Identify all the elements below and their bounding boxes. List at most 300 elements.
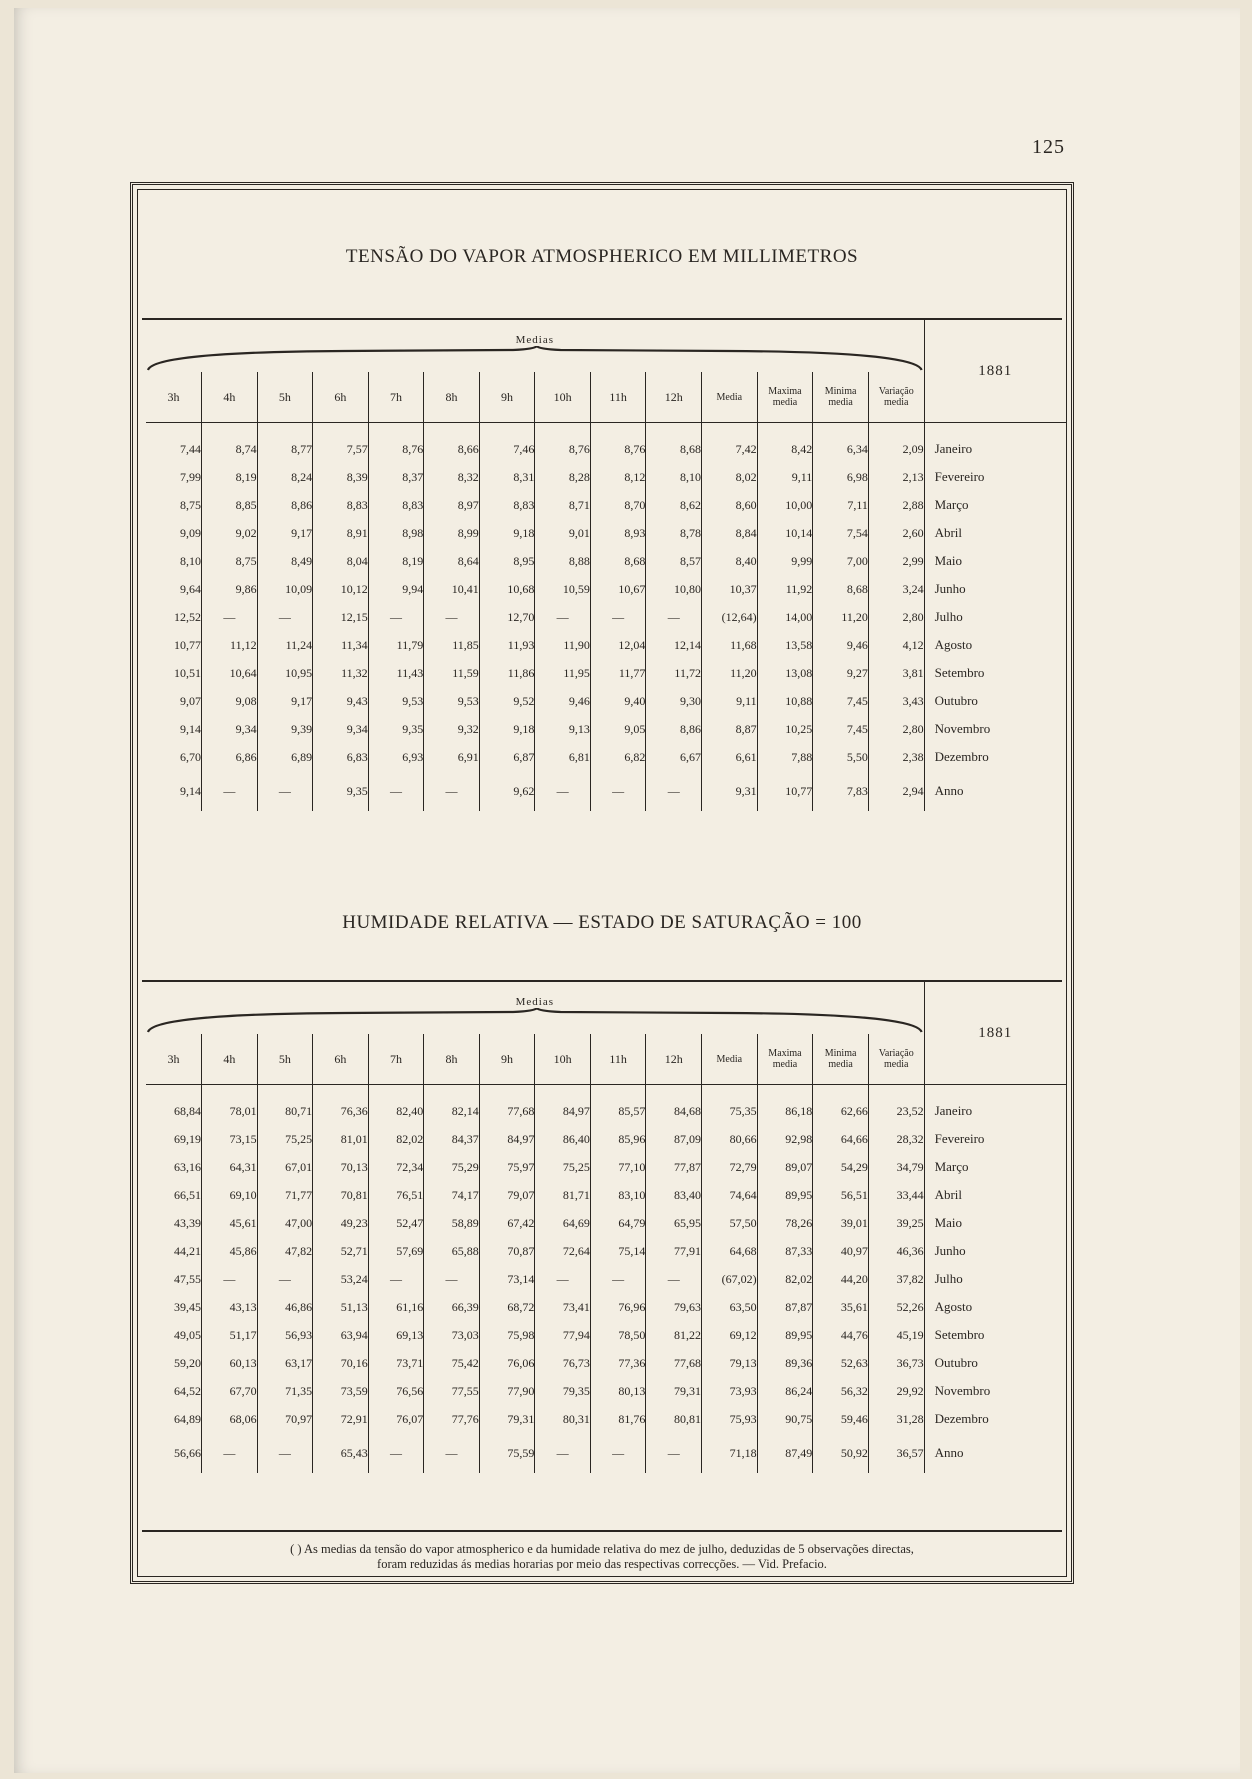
data-cell: 8,83: [368, 491, 424, 519]
data-cell: 7,00: [813, 547, 869, 575]
data-cell: —: [257, 603, 313, 631]
data-cell: 75,25: [257, 1125, 313, 1153]
data-cell: 10,64: [202, 659, 258, 687]
data-cell: 9,32: [424, 715, 480, 743]
data-cell: 79,35: [535, 1377, 591, 1405]
data-cell: 71,18: [701, 1433, 757, 1473]
data-cell: 10,41: [424, 575, 480, 603]
data-cell: 34,79: [868, 1153, 924, 1181]
data-cell: 51,17: [202, 1321, 258, 1349]
data-cell: 77,36: [590, 1349, 646, 1377]
gap-cell: [479, 1085, 535, 1098]
data-cell: 63,94: [313, 1321, 369, 1349]
data-cell: 6,87: [479, 743, 535, 771]
column-header: 8h: [424, 372, 480, 423]
gap-cell: [313, 1085, 369, 1098]
data-cell: 11,79: [368, 631, 424, 659]
data-cell: 47,00: [257, 1209, 313, 1237]
data-cell: 8,98: [368, 519, 424, 547]
month-label: Janeiro: [934, 1103, 973, 1118]
data-cell: 43,13: [202, 1293, 258, 1321]
data-cell: 12,15: [313, 603, 369, 631]
data-cell: 2,13: [868, 463, 924, 491]
data-cell: 77,90: [479, 1377, 535, 1405]
data-cell: 47,82: [257, 1237, 313, 1265]
month-label: Abril: [934, 525, 963, 540]
month-label: Janeiro: [934, 441, 973, 456]
table-row: [146, 547, 1066, 575]
data-cell: 10,12: [313, 575, 369, 603]
gap-cell: [535, 423, 591, 436]
header-gap-row: [146, 1085, 1066, 1098]
data-cell: 10,77: [757, 771, 813, 811]
data-cell: 11,68: [701, 631, 757, 659]
data-cell: 39,25: [868, 1209, 924, 1237]
month-label: Junho: [934, 1243, 966, 1258]
data-cell: 9,39: [257, 715, 313, 743]
data-cell: 12,70: [479, 603, 535, 631]
footnote-line-2: foram reduzidas ás medias horarias por meio das respectivas correcções. — Vid. Prefacio.: [377, 1557, 827, 1571]
data-cell: 62,66: [813, 1097, 869, 1125]
data-cell: 11,20: [813, 603, 869, 631]
data-cell: 37,82: [868, 1265, 924, 1293]
gap-cell: [424, 423, 480, 436]
data-cell: 64,31: [202, 1153, 258, 1181]
month-label: Outubro: [934, 1355, 978, 1370]
data-cell: 68,72: [479, 1293, 535, 1321]
data-cell: 83,40: [646, 1181, 702, 1209]
data-cell: 77,91: [646, 1237, 702, 1265]
column-header: Variação media: [868, 372, 924, 423]
table-row: [146, 519, 1066, 547]
data-cell: 5,50: [813, 743, 869, 771]
data-cell: 11,43: [368, 659, 424, 687]
data-cell: 8,19: [368, 547, 424, 575]
data-cell: 70,13: [313, 1153, 369, 1181]
gap-cell: [202, 1085, 258, 1098]
data-cell: 87,49: [757, 1433, 813, 1473]
data-cell: 9,18: [479, 715, 535, 743]
data-cell: 68,06: [202, 1405, 258, 1433]
data-cell: 52,47: [368, 1209, 424, 1237]
data-cell: 11,24: [257, 631, 313, 659]
data-cell: 6,70: [146, 743, 202, 771]
data-cell: 82,40: [368, 1097, 424, 1125]
data-cell: —: [424, 771, 480, 811]
data-cell: 77,68: [646, 1349, 702, 1377]
data-cell: 8,32: [424, 463, 480, 491]
gap-cell: [202, 423, 258, 436]
brace-path: [148, 346, 922, 370]
data-cell: —: [424, 603, 480, 631]
data-cell: 90,75: [757, 1405, 813, 1433]
data-cell: 9,35: [368, 715, 424, 743]
data-cell: 8,49: [257, 547, 313, 575]
month-label: Maio: [934, 553, 963, 568]
gap-cell: [590, 1085, 646, 1098]
data-cell: 7,45: [813, 715, 869, 743]
data-cell: 6,91: [424, 743, 480, 771]
data-cell: 54,29: [813, 1153, 869, 1181]
data-cell: 6,81: [535, 743, 591, 771]
data-cell: 77,76: [424, 1405, 480, 1433]
data-cell: 66,39: [424, 1293, 480, 1321]
data-cell: —: [646, 1265, 702, 1293]
data-cell: 7,99: [146, 463, 202, 491]
data-cell: 3,43: [868, 687, 924, 715]
data-cell: 78,50: [590, 1321, 646, 1349]
data-cell: 8,62: [646, 491, 702, 519]
data-cell: 8,93: [590, 519, 646, 547]
table-row: [146, 463, 1066, 491]
data-cell: 39,45: [146, 1293, 202, 1321]
footnote-rule: [142, 1530, 1062, 1532]
data-cell: 9,53: [368, 687, 424, 715]
data-cell: 63,50: [701, 1293, 757, 1321]
data-cell: 65,88: [424, 1237, 480, 1265]
footnote: [146, 1542, 1058, 1572]
data-cell: 9,14: [146, 715, 202, 743]
data-cell: 75,14: [590, 1237, 646, 1265]
data-cell: 3,81: [868, 659, 924, 687]
data-cell: —: [535, 1433, 591, 1473]
gap-cell: [646, 1085, 702, 1098]
data-cell: 8,02: [701, 463, 757, 491]
data-cell: 73,41: [535, 1293, 591, 1321]
data-cell: —: [646, 603, 702, 631]
data-cell: 11,32: [313, 659, 369, 687]
data-cell: 13,08: [757, 659, 813, 687]
data-cell: 64,79: [590, 1209, 646, 1237]
data-cell: 8,42: [757, 435, 813, 463]
data-cell: 9,08: [202, 687, 258, 715]
data-cell: 87,87: [757, 1293, 813, 1321]
data-cell: 8,77: [257, 435, 313, 463]
data-cell: 73,14: [479, 1265, 535, 1293]
data-cell: 9,46: [535, 687, 591, 715]
table-row: [146, 1433, 1066, 1473]
data-cell: 8,83: [313, 491, 369, 519]
data-cell: 6,93: [368, 743, 424, 771]
data-cell: 11,86: [479, 659, 535, 687]
data-cell: 44,20: [813, 1265, 869, 1293]
data-cell: 72,34: [368, 1153, 424, 1181]
table-frame-inner: [137, 189, 1067, 1577]
data-cell: 9,62: [479, 771, 535, 811]
data-cell: 7,83: [813, 771, 869, 811]
table-row: [146, 1293, 1066, 1321]
gap-cell: [701, 423, 757, 436]
data-cell: 9,35: [313, 771, 369, 811]
data-cell: —: [590, 771, 646, 811]
data-cell: 86,24: [757, 1377, 813, 1405]
data-cell: 92,98: [757, 1125, 813, 1153]
data-cell: 10,88: [757, 687, 813, 715]
data-cell: 81,01: [313, 1125, 369, 1153]
table-row: [146, 659, 1066, 687]
data-cell: 9,52: [479, 687, 535, 715]
data-cell: 78,01: [202, 1097, 258, 1125]
data-cell: 31,28: [868, 1405, 924, 1433]
month-label: Fevereiro: [934, 469, 985, 484]
data-cell: 7,57: [313, 435, 369, 463]
data-cell: 77,55: [424, 1377, 480, 1405]
data-cell: 12,52: [146, 603, 202, 631]
data-cell: 59,46: [813, 1405, 869, 1433]
data-cell: 11,90: [535, 631, 591, 659]
data-cell: 84,68: [646, 1097, 702, 1125]
month-label: Fevereiro: [934, 1131, 985, 1146]
data-cell: 76,36: [313, 1097, 369, 1125]
data-cell: 81,71: [535, 1181, 591, 1209]
data-cell: 36,73: [868, 1349, 924, 1377]
column-header: 10h: [535, 1034, 591, 1085]
table-row: [146, 1125, 1066, 1153]
table-row: [146, 491, 1066, 519]
data-cell: 56,32: [813, 1377, 869, 1405]
data-cell: 8,84: [701, 519, 757, 547]
gap-cell: [146, 1085, 202, 1098]
data-cell: 70,16: [313, 1349, 369, 1377]
data-cell: 8,76: [368, 435, 424, 463]
data-cell: 73,71: [368, 1349, 424, 1377]
data-cell: 2,94: [868, 771, 924, 811]
data-cell: 66,51: [146, 1181, 202, 1209]
data-cell: 74,17: [424, 1181, 480, 1209]
data-cell: 64,66: [813, 1125, 869, 1153]
data-cell: 67,42: [479, 1209, 535, 1237]
data-cell: 45,19: [868, 1321, 924, 1349]
column-header: 10h: [535, 372, 591, 423]
data-cell: —: [202, 771, 258, 811]
gap-cell: [368, 1085, 424, 1098]
data-cell: 75,93: [701, 1405, 757, 1433]
month-label: Março: [934, 497, 969, 512]
data-cell: 70,81: [313, 1181, 369, 1209]
data-cell: 52,71: [313, 1237, 369, 1265]
data-cell: 57,50: [701, 1209, 757, 1237]
data-cell: 43,39: [146, 1209, 202, 1237]
data-cell: 8,76: [535, 435, 591, 463]
data-cell: 7,11: [813, 491, 869, 519]
data-cell: 74,64: [701, 1181, 757, 1209]
data-cell: 10,09: [257, 575, 313, 603]
data-cell: —: [590, 1265, 646, 1293]
data-cell: —: [590, 1433, 646, 1473]
data-cell: 56,66: [146, 1433, 202, 1473]
data-cell: 9,99: [757, 547, 813, 575]
data-cell: 9,86: [202, 575, 258, 603]
data-cell: 9,07: [146, 687, 202, 715]
data-cell: 6,34: [813, 435, 869, 463]
table-row: [146, 687, 1066, 715]
data-cell: 11,59: [424, 659, 480, 687]
data-cell: 76,73: [535, 1349, 591, 1377]
month-label: Anno: [934, 1445, 964, 1460]
data-cell: 59,20: [146, 1349, 202, 1377]
data-cell: —: [257, 1433, 313, 1473]
data-cell: —: [202, 1265, 258, 1293]
data-cell: (12,64): [701, 603, 757, 631]
header-gap-row: [146, 423, 1066, 436]
data-cell: 7,88: [757, 743, 813, 771]
data-cell: —: [368, 1265, 424, 1293]
data-cell: 82,02: [757, 1265, 813, 1293]
column-header: Minima media: [813, 1034, 869, 1085]
data-cell: 7,46: [479, 435, 535, 463]
data-cell: 8,76: [590, 435, 646, 463]
data-cell: —: [424, 1433, 480, 1473]
data-cell: 46,36: [868, 1237, 924, 1265]
gap-cell: [868, 423, 924, 436]
data-cell: —: [202, 1433, 258, 1473]
data-cell: 84,37: [424, 1125, 480, 1153]
data-cell: 10,67: [590, 575, 646, 603]
data-cell: 8,91: [313, 519, 369, 547]
data-cell: 6,86: [202, 743, 258, 771]
data-cell: 23,52: [868, 1097, 924, 1125]
gap-cell: [757, 423, 813, 436]
column-header: Minima media: [813, 372, 869, 423]
data-cell: 9,40: [590, 687, 646, 715]
data-cell: 8,97: [424, 491, 480, 519]
month-label: Setembro: [934, 665, 985, 680]
table-row: [146, 1153, 1066, 1181]
data-cell: 8,04: [313, 547, 369, 575]
data-cell: 7,54: [813, 519, 869, 547]
data-cell: 8,39: [313, 463, 369, 491]
column-header: 7h: [368, 372, 424, 423]
data-cell: 60,13: [202, 1349, 258, 1377]
gap-cell: [257, 1085, 313, 1098]
data-cell: 9,46: [813, 631, 869, 659]
data-cell: —: [257, 771, 313, 811]
gap-cell: [924, 423, 1066, 436]
data-cell: 64,69: [535, 1209, 591, 1237]
data-cell: 77,10: [590, 1153, 646, 1181]
month-label: Dezembro: [934, 749, 989, 764]
data-cell: 69,10: [202, 1181, 258, 1209]
table-row: [146, 1321, 1066, 1349]
data-cell: 2,38: [868, 743, 924, 771]
data-cell: 8,10: [146, 547, 202, 575]
data-cell: 84,97: [479, 1125, 535, 1153]
month-label: Novembro: [934, 1383, 991, 1398]
page-number: 125: [1032, 136, 1065, 158]
data-cell: 9,01: [535, 519, 591, 547]
gap-cell: [590, 423, 646, 436]
data-cell: —: [202, 603, 258, 631]
data-cell: 9,09: [146, 519, 202, 547]
data-cell: 44,21: [146, 1237, 202, 1265]
data-cell: 8,31: [479, 463, 535, 491]
data-cell: 9,43: [313, 687, 369, 715]
data-cell: 8,87: [701, 715, 757, 743]
data-cell: 9,11: [701, 687, 757, 715]
data-cell: 64,89: [146, 1405, 202, 1433]
data-cell: 71,77: [257, 1181, 313, 1209]
data-cell: 6,67: [646, 743, 702, 771]
data-cell: 78,26: [757, 1209, 813, 1237]
data-cell: 80,31: [535, 1405, 591, 1433]
data-cell: 6,82: [590, 743, 646, 771]
data-cell: 72,91: [313, 1405, 369, 1433]
data-cell: 57,69: [368, 1237, 424, 1265]
month-label: Maio: [934, 1215, 963, 1230]
data-cell: 77,87: [646, 1153, 702, 1181]
column-header: 7h: [368, 1034, 424, 1085]
column-header: Media: [701, 1034, 757, 1085]
footnote-line-1: ( ) As medias da tensão do vapor atmospherico e da humidade relativa do mez de julho, deduzidas de 5 observações directas,: [290, 1542, 914, 1556]
table-row: [146, 1181, 1066, 1209]
data-cell: 3,24: [868, 575, 924, 603]
data-cell: 73,59: [313, 1377, 369, 1405]
data-cell: 75,42: [424, 1349, 480, 1377]
brace-graphic: [146, 346, 924, 372]
data-cell: 81,22: [646, 1321, 702, 1349]
column-header: Media: [701, 372, 757, 423]
data-cell: 8,57: [646, 547, 702, 575]
data-cell: 76,56: [368, 1377, 424, 1405]
data-cell: 9,13: [535, 715, 591, 743]
data-cell: 80,13: [590, 1377, 646, 1405]
data-cell: 85,96: [590, 1125, 646, 1153]
data-cell: 75,29: [424, 1153, 480, 1181]
data-cell: 10,68: [479, 575, 535, 603]
data-cell: 47,55: [146, 1265, 202, 1293]
medias-label: Medias: [515, 996, 554, 1008]
data-cell: —: [535, 771, 591, 811]
table-row: [146, 1097, 1066, 1125]
data-cell: 63,17: [257, 1349, 313, 1377]
brace-graphic: [146, 1008, 924, 1034]
data-cell: 14,00: [757, 603, 813, 631]
data-cell: 2,60: [868, 519, 924, 547]
data-cell: 10,00: [757, 491, 813, 519]
gap-cell: [257, 423, 313, 436]
data-cell: 9,34: [313, 715, 369, 743]
data-cell: 6,89: [257, 743, 313, 771]
month-label: Outubro: [934, 693, 978, 708]
year-label: 1881: [924, 320, 1066, 423]
data-cell: 50,92: [813, 1433, 869, 1473]
data-cell: 8,70: [590, 491, 646, 519]
year-label: 1881: [924, 982, 1066, 1085]
table-row: [146, 771, 1066, 811]
data-cell: 10,51: [146, 659, 202, 687]
data-cell: 87,33: [757, 1237, 813, 1265]
column-header: 6h: [313, 1034, 369, 1085]
data-cell: 8,75: [202, 547, 258, 575]
medias-label-row: [146, 982, 1066, 1008]
data-cell: —: [590, 603, 646, 631]
vapor-title: TENSÃO DO VAPOR ATMOSPHERICO EM MILLIMETROS: [345, 246, 859, 267]
data-cell: —: [424, 1265, 480, 1293]
data-cell: 70,97: [257, 1405, 313, 1433]
humidity-table: [146, 982, 1066, 1473]
data-cell: 13,58: [757, 631, 813, 659]
data-cell: 4,12: [868, 631, 924, 659]
data-cell: 81,76: [590, 1405, 646, 1433]
data-cell: 77,94: [535, 1321, 591, 1349]
humidity-title: HUMIDADE RELATIVA — ESTADO DE SATURAÇÃO = 100: [342, 912, 862, 933]
data-cell: 8,60: [701, 491, 757, 519]
table-row: [146, 1377, 1066, 1405]
data-cell: 6,98: [813, 463, 869, 491]
data-cell: 75,98: [479, 1321, 535, 1349]
data-cell: 67,70: [202, 1377, 258, 1405]
data-cell: 76,96: [590, 1293, 646, 1321]
